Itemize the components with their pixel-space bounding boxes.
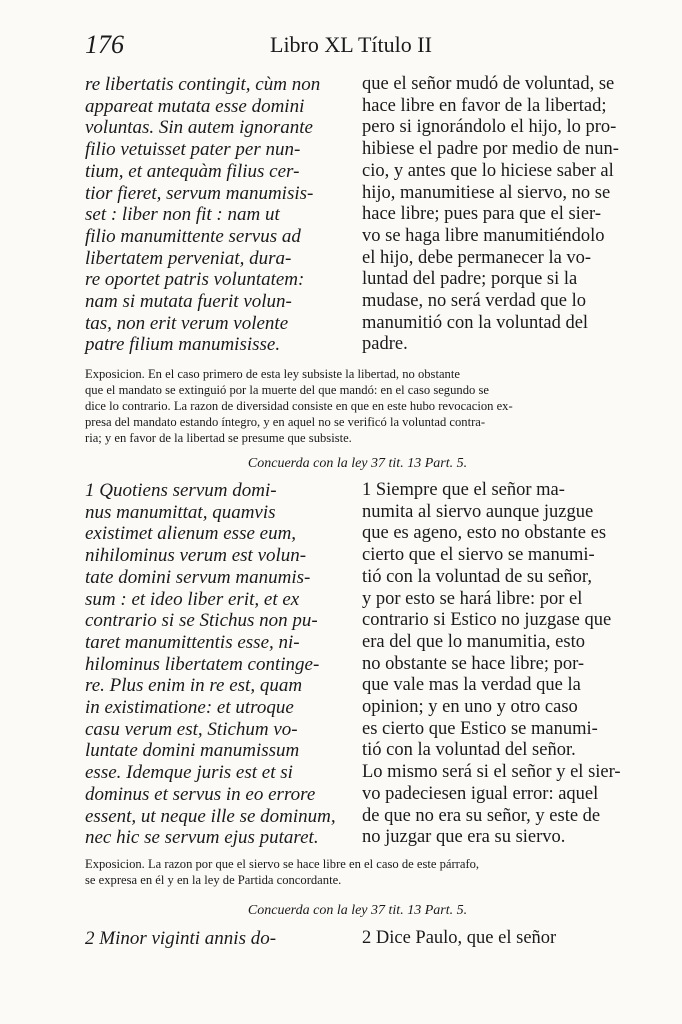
spanish-line: es cierto que Estico se manumi- <box>362 718 598 739</box>
latin-line: nus manumittat, quamvis <box>85 501 276 523</box>
spanish-line: hibiese el padre por medio de nun- <box>362 139 619 160</box>
latin-line: 2 Minor viginti annis do- <box>85 928 277 949</box>
latin-line: voluntas. Sin autem ignorante <box>85 117 313 139</box>
spanish-line: no juzgar que era su siervo. <box>362 827 566 848</box>
spanish-line: 2 Dice Paulo, que el señor <box>362 928 557 948</box>
concordance-note: Concuerda con la ley 37 tit. 13 Part. 5. <box>247 456 468 471</box>
latin-line: taret manumittentis esse, ni- <box>85 631 300 653</box>
exposicion-note <box>85 366 630 446</box>
spanish-line: hace libre; pues para que el sier- <box>362 204 601 225</box>
latin-line: existimet alienum esse eum, <box>85 523 297 545</box>
latin-line: patre filium manumisisse. <box>85 334 281 356</box>
latin-line: esse. Idemque juris est et si <box>85 762 293 784</box>
spanish-line: numita al siervo aunque juzgue <box>362 501 594 522</box>
spanish-line: que el señor mudó de voluntad, se <box>362 74 615 94</box>
latin-line: contrario si se Stichus non pu- <box>85 610 318 632</box>
spanish-line: Lo mismo será si el señor y el sier- <box>362 762 621 783</box>
spanish-line: vo padeciesen igual error: aquel <box>362 783 599 804</box>
note-line: se expresa en él y en la ley de Partida concordante. <box>85 873 342 887</box>
latin-line: hilominus libertatem continge- <box>85 653 320 675</box>
latin-line: re libertatis contingit, cùm non <box>85 74 321 95</box>
latin-line: luntate domini manumissum <box>85 740 300 762</box>
spanish-line: pero si ignorándolo el hijo, lo pro- <box>362 117 617 138</box>
note-line: dice lo contrario. La razon de diversidad consiste en que en este hubo revocacion ex- <box>85 399 513 413</box>
spanish-line: opinion; y en uno y otro caso <box>362 697 578 718</box>
spanish-line: vo se haga libre manumitiéndolo <box>362 225 605 246</box>
latin-line: tate domini servum manumis- <box>85 566 311 588</box>
spanish-line: cio, y antes que lo hiciese saber al <box>362 160 614 181</box>
exposicion-note <box>85 856 630 888</box>
spanish-column <box>362 74 628 356</box>
spanish-line: manumitió con la voluntad del <box>362 312 589 333</box>
page-header <box>85 30 622 60</box>
spanish-line: el hijo, debe permanecer la vo- <box>362 247 592 268</box>
latin-line: sum : et ideo liber erit, et ex <box>85 588 300 610</box>
latin-line: set : liber non fit : nam ut <box>85 204 280 226</box>
note-line: presa del mandato estando íntegro, y en aquel no se verificó la voluntad contra- <box>85 415 486 429</box>
latin-line: in existimatione: et utroque <box>85 697 294 719</box>
spanish-line: contrario si Estico no juzgase que <box>362 610 612 631</box>
spanish-line: tió con la voluntad del señor. <box>362 740 576 761</box>
latin-line: re. Plus enim in re est, quam <box>85 675 303 697</box>
latin-line: appareat mutata esse domini <box>85 95 305 117</box>
latin-line: tium, et antequàm filius cer- <box>85 160 300 182</box>
latin-line: filio vetuisset pater per nun- <box>85 139 301 161</box>
spanish-line: hijo, manumitiese al siervo, no se <box>362 182 611 203</box>
spanish-line: cierto que el siervo se manumi- <box>362 545 595 566</box>
spanish-line: 1 Siempre que el señor ma- <box>362 480 565 500</box>
spanish-column <box>362 928 628 950</box>
note-line: Exposicion. La razon por que el siervo se hace libre en el caso de este párrafo, <box>85 857 480 871</box>
note-line: que el mandato se extinguió por la muerte del que mandó: en el caso segundo se <box>85 383 489 397</box>
latin-line: casu verum est, Stichum vo- <box>85 718 298 740</box>
latin-line: nam si mutata fuerit volun- <box>85 291 292 313</box>
latin-column <box>85 480 353 849</box>
latin-column <box>85 928 353 950</box>
note-line: ria; y en favor de la libertad se presume que subsiste. <box>85 431 352 445</box>
latin-line: tas, non erit verum volente <box>85 312 289 334</box>
spanish-line: padre. <box>362 334 408 355</box>
latin-line: tior fieret, servum manumisis- <box>85 182 314 204</box>
spanish-line: no obstante se hace libre; por- <box>362 653 585 674</box>
latin-line: libertatem perveniat, dura- <box>85 247 292 269</box>
spanish-line: mudase, no será verdad que lo <box>362 291 586 312</box>
spanish-line: que es ageno, esto no obstante es <box>362 523 607 544</box>
spanish-line: hace libre en favor de la libertad; <box>362 95 607 116</box>
latin-column <box>85 74 353 356</box>
spanish-column <box>362 480 628 849</box>
latin-line: nihilominus verum est volun- <box>85 545 307 567</box>
latin-line: re oportet patris voluntatem: <box>85 269 305 291</box>
latin-line: dominus et servus in eo errore <box>85 783 316 805</box>
spanish-line: era del que lo manumitia, esto <box>362 631 585 652</box>
spanish-line: y por esto se hará libre: por el <box>362 588 583 609</box>
latin-line: essent, ut neque ille se dominum, <box>85 805 336 827</box>
spanish-line: de que no era su señor, y este de <box>362 805 601 826</box>
latin-line: nec hic se servum ejus putaret. <box>85 827 319 849</box>
spanish-line: que vale mas la verdad que la <box>362 675 581 696</box>
concordance-note: Concuerda con la ley 37 tit. 13 Part. 5. <box>247 903 468 918</box>
running-title: Libro XL Título II <box>270 32 432 57</box>
spanish-line: tió con la voluntad de su señor, <box>362 566 592 587</box>
page-number: 176 <box>85 30 124 59</box>
latin-line: 1 Quotiens servum domi- <box>85 480 277 501</box>
spanish-line: luntad del padre; porque si la <box>362 269 578 290</box>
note-line: Exposicion. En el caso primero de esta ley subsiste la libertad, no obstante <box>85 367 460 381</box>
latin-line: filio manumittente servus ad <box>85 225 301 247</box>
